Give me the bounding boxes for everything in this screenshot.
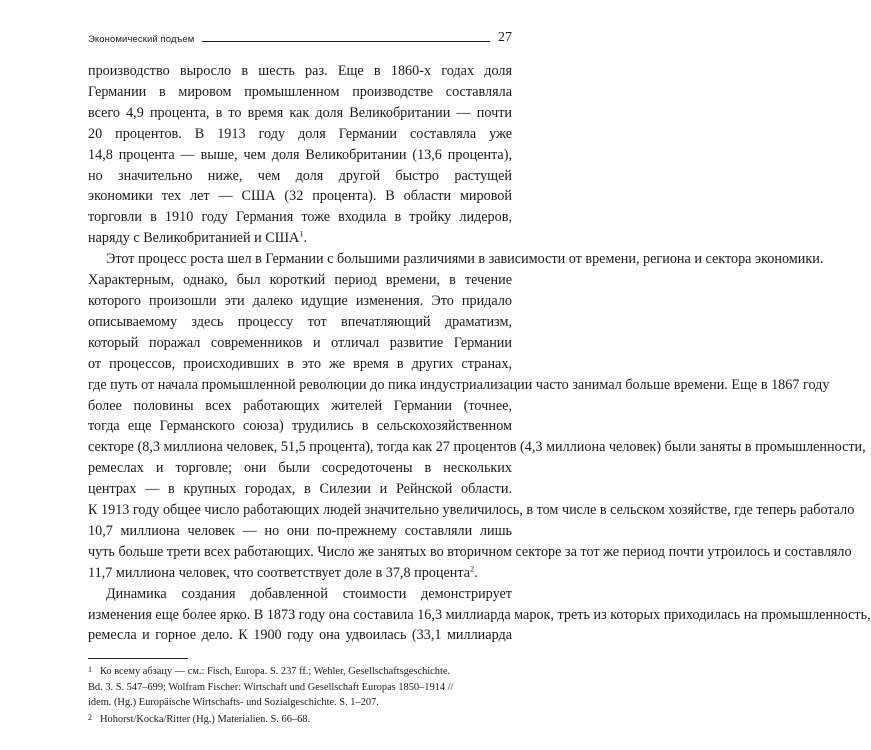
text-line: секторе (8,3 миллиона человек, 51,5 процента), тогда как 27 процентов (4,3 миллиона человек) были заняты в промышленности,: [88, 439, 866, 456]
footnote-text: idem. (Hg.) Europäische Wirtschafts- und Sozialgeschichte. S. 1–207.: [88, 696, 379, 708]
text-line: всего 4,9 процента, в то время как доля Великобритании — почти: [88, 104, 512, 121]
footnote-ref-1[interactable]: 1: [299, 228, 304, 239]
text-line: от процессов, происходивших в это же время в других странах,: [88, 355, 512, 372]
text-line: Этот процесс роста шел в Германии с большими различиями в зависимости от времени, региона и сектора экономики.: [106, 251, 824, 268]
text-line: более половины всех работающих жителей Германии (точнее,: [88, 397, 512, 414]
line-text: 11,7 миллиона человек, что соответствует доле в 37,8 процента: [88, 564, 471, 581]
text-line: 20 процентов. В 1913 году доля Германии составляла уже: [88, 125, 512, 142]
chapter-title: Экономический подъем: [88, 34, 195, 45]
text-line: наряду с Великобританией и США$^1$.: [88, 228, 308, 247]
text-line: тогда еще Германского союза) трудились в сельскохозяйственном: [88, 418, 512, 435]
text-line: К 1913 году общее число работающих людей значительно увеличилось, в том числе в сельском хозяйстве, где теперь работало: [88, 502, 855, 519]
text-line: Динамика создания добавленной стоимости демонстрирует: [106, 585, 512, 602]
text-line: который поражал современников и отличал развитие Германии: [88, 334, 512, 351]
text-line: 14,8 процента — выше, чем доля Великобритании (13,6 процента),: [88, 146, 512, 163]
book-page: [88, 28, 871, 728]
text-line: описываемому здесь процессу тот впечатляющий драматизм,: [88, 313, 512, 330]
footnote-mark: 1: [88, 665, 92, 675]
footnote-1: [88, 662, 512, 679]
text-line: торговли в 1910 году Германия тоже входила в тройку лидеров,: [88, 209, 512, 226]
text-line: центрах — в крупных городах, в Силезии и Рейнской области.: [88, 481, 512, 498]
text-line: 11,7 миллиона человек, что соответствует доле в 37,8 процента$^2$.: [88, 563, 478, 581]
text-line: где путь от начала промышленной революции до пика индустриализации часто занимал больше времени. Еще в 1867 году: [88, 376, 830, 393]
text-line: изменения еще более ярко. В 1873 году она составила 16,3 миллиарда марок, треть из которых приходилась на промышленность,: [88, 606, 871, 623]
footnote-mark: 2: [88, 713, 92, 723]
text-line: ремеслах и торговле; они были сосредоточены в нескольких: [88, 460, 512, 477]
footnote-ref-2[interactable]: 2: [470, 563, 475, 574]
page-number: 27: [498, 30, 512, 45]
footnote-rule: [88, 658, 188, 659]
text-line: но значительно ниже, чем доля другой быстро растущей: [88, 167, 512, 184]
text-line: 10,7 миллиона человек — но они по-прежнему составляли лишь: [88, 522, 512, 539]
text-line: ремесла и горное дело. К 1900 году она удвоилась (33,1 миллиарда: [88, 627, 512, 644]
footnote-text: Ко всему абзацу — см.: Fisch, Europa. S. 237 ff.; Wehler, Gesellschaftsgeschichte.: [100, 666, 451, 678]
footnote-text: Hohorst/Kocka/Ritter (Hg.) Materialien. S. 66–68.: [100, 714, 311, 726]
text-line: Германии в мировом промышленном производстве составляла: [88, 83, 512, 100]
text-line: производство выросло в шесть раз. Еще в 1860-х годах доля: [88, 63, 512, 79]
footnotes: [88, 662, 512, 727]
line-text: наряду с Великобританией и США: [88, 230, 300, 247]
header-rule: [202, 41, 490, 42]
running-header: [88, 28, 512, 46]
text-line: чуть больше трети всех работающих. Число же занятых во вторичном секторе за тот же период почти утроилось и составляло: [88, 543, 852, 560]
text-line: которого произошли эти далеко идущие изменения. Это придало: [88, 292, 512, 309]
body-text: [88, 61, 871, 646]
footnote-1-cont: [88, 680, 512, 695]
text-line: Характерным, однако, был короткий период времени, в течение: [88, 272, 512, 289]
footnote-text: Bd. 3. S. 547–699; Wolfram Fischer: Wirtschaft und Gesellschaft Europas 1850–1914 //: [88, 681, 454, 693]
footnote-1-cont: [88, 695, 512, 710]
footnote-2: [88, 710, 512, 727]
text-line: экономики тех лет — США (32 процента). В области мировой: [88, 188, 512, 205]
